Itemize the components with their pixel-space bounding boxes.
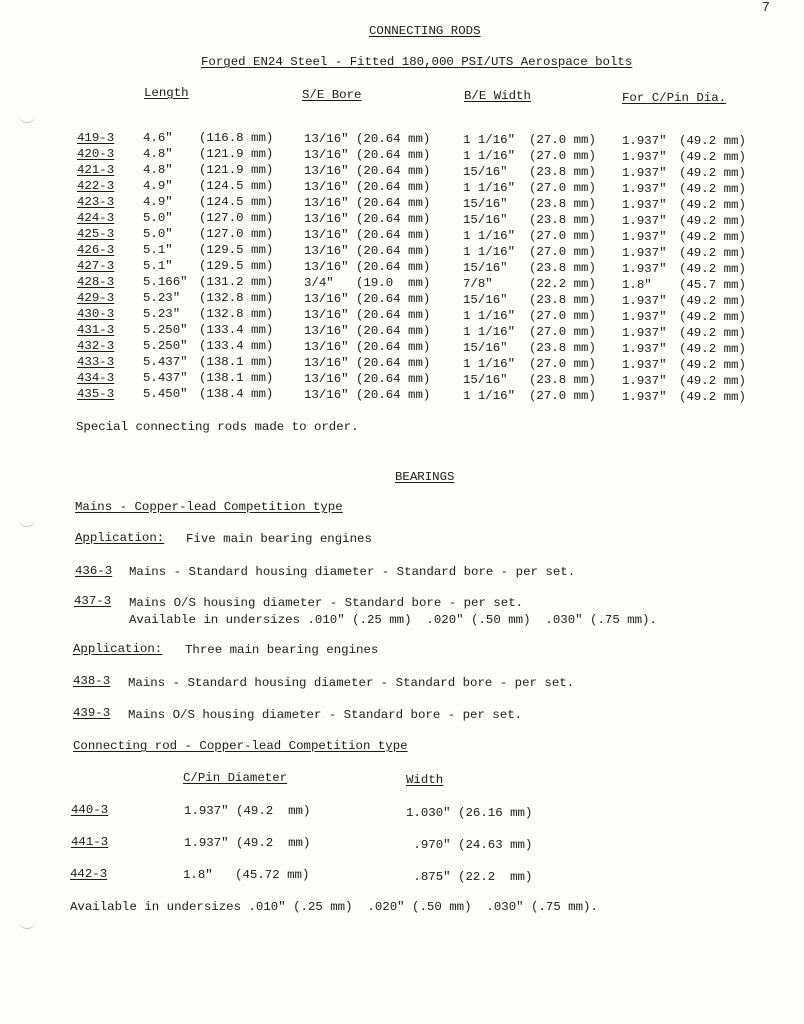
be-width-mm: (27.0 mm) [529, 325, 596, 339]
part-number: 424-3 [77, 211, 115, 225]
width-440: 1.030" (26.16 mm) [406, 806, 533, 820]
length-inches: 4.8" [143, 147, 173, 161]
length-mm: (132.8 mm) [199, 291, 274, 305]
pin-dia-mm: (49.2 mm) [679, 342, 746, 356]
pin-dia-mm: (49.2 mm) [679, 166, 746, 180]
be-width-mm: (27.0 mm) [529, 181, 596, 195]
se-bore-mm: (20.64 mm) [356, 180, 431, 194]
se-bore-inches: 13/16" [304, 212, 349, 226]
pin-diameter-440: 1.937" (49.2 mm) [184, 804, 311, 818]
pin-dia-mm: (49.2 mm) [679, 262, 746, 276]
rods-title: CONNECTING RODS [369, 24, 481, 38]
pin-dia-mm: (49.2 mm) [679, 182, 746, 196]
part-number-436: 436-3 [75, 564, 113, 578]
se-bore-inches: 13/16" [304, 164, 349, 178]
part-number: 429-3 [77, 291, 115, 305]
item-436-description: Mains - Standard housing diameter - Standard bore - per set. [129, 565, 576, 579]
se-bore-mm: (20.64 mm) [356, 148, 431, 162]
punch-hole-mark [18, 918, 36, 929]
part-number: 431-3 [77, 323, 115, 337]
be-width-inches: 15/16" [463, 213, 508, 227]
length-inches: 5.23" [143, 307, 181, 321]
pin-dia-mm: (45.7 mm) [679, 278, 746, 292]
pin-dia-inches: 1.937" [622, 246, 667, 260]
punch-hole-mark [18, 516, 36, 527]
be-width-inches: 1 1/16" [463, 149, 516, 163]
be-width-mm: (27.0 mm) [529, 149, 596, 163]
part-number: 422-3 [77, 179, 115, 193]
se-bore-mm: (20.64 mm) [356, 324, 431, 338]
be-width-mm: (23.8 mm) [529, 293, 596, 307]
pin-dia-mm: (49.2 mm) [679, 390, 746, 404]
pin-dia-inches: 1.937" [622, 358, 667, 372]
item-437-description: Mains O/S housing diameter - Standard bore - per set. [129, 596, 524, 610]
part-number: 435-3 [77, 387, 115, 401]
se-bore-inches: 13/16" [304, 260, 349, 274]
part-number: 433-3 [77, 355, 115, 369]
length-inches: 5.166" [143, 275, 188, 289]
length-inches: 4.9" [143, 195, 173, 209]
pin-diameter-442: 1.8" (45.72 mm) [183, 868, 310, 882]
length-inches: 5.1" [143, 259, 173, 273]
item-437-undersizes: Available in undersizes .010" (.25 mm) .020" (.50 mm) .030" (.75 mm). [129, 613, 657, 627]
pin-dia-inches: 1.937" [622, 214, 667, 228]
se-bore-inches: 3/4" [304, 276, 334, 290]
bearings-title: BEARINGS [395, 470, 455, 484]
se-bore-inches: 13/16" [304, 228, 349, 242]
be-width-inches: 1 1/16" [463, 357, 516, 371]
be-width-inches: 1 1/16" [463, 229, 516, 243]
pin-dia-inches: 1.937" [622, 166, 667, 180]
width-442: .875" (22.2 mm) [406, 870, 533, 884]
pin-dia-inches: 1.937" [622, 342, 667, 356]
se-bore-mm: (20.64 mm) [356, 372, 431, 386]
be-width-inches: 1 1/16" [463, 325, 516, 339]
header-cpin-diameter: C/Pin Diameter [183, 771, 288, 785]
be-width-inches: 1 1/16" [463, 245, 516, 259]
length-mm: (131.2 mm) [199, 275, 274, 289]
se-bore-inches: 13/16" [304, 388, 349, 402]
se-bore-mm: (20.64 mm) [356, 196, 431, 210]
be-width-inches: 1 1/16" [463, 133, 516, 147]
be-width-inches: 1 1/16" [463, 389, 516, 403]
be-width-inches: 15/16" [463, 373, 508, 387]
se-bore-inches: 13/16" [304, 324, 349, 338]
se-bore-mm: (20.64 mm) [356, 292, 431, 306]
length-inches: 5.0" [143, 211, 173, 225]
header-length: Length [144, 86, 189, 100]
part-number: 432-3 [77, 339, 115, 353]
header-pin-dia: For C/Pin Dia. [622, 91, 727, 105]
se-bore-mm: (20.64 mm) [356, 388, 431, 402]
se-bore-mm: (19.0 mm) [356, 276, 431, 290]
part-number: 428-3 [77, 275, 115, 289]
width-441: .970" (24.63 mm) [406, 838, 533, 852]
length-mm: (124.5 mm) [199, 179, 274, 193]
length-mm: (121.9 mm) [199, 163, 274, 177]
length-inches: 5.0" [143, 227, 173, 241]
header-se-bore: S/E Bore [302, 88, 362, 102]
pin-dia-inches: 1.937" [622, 310, 667, 324]
be-width-mm: (27.0 mm) [529, 309, 596, 323]
length-inches: 4.9" [143, 179, 173, 193]
pin-dia-inches: 1.937" [622, 230, 667, 244]
se-bore-inches: 13/16" [304, 356, 349, 370]
length-mm: (132.8 mm) [199, 307, 274, 321]
se-bore-inches: 13/16" [304, 148, 349, 162]
length-mm: (127.0 mm) [199, 227, 274, 241]
length-mm: (133.4 mm) [199, 339, 274, 353]
pin-dia-mm: (49.2 mm) [679, 294, 746, 308]
se-bore-mm: (20.64 mm) [356, 356, 431, 370]
length-inches: 5.250" [143, 323, 188, 337]
length-mm: (138.1 mm) [199, 355, 274, 369]
be-width-inches: 15/16" [463, 341, 508, 355]
be-width-mm: (22.2 mm) [529, 277, 596, 291]
part-number: 426-3 [77, 243, 115, 257]
se-bore-mm: (20.64 mm) [356, 340, 431, 354]
length-inches: 5.437" [143, 355, 188, 369]
length-inches: 5.23" [143, 291, 181, 305]
length-mm: (129.5 mm) [199, 259, 274, 273]
se-bore-mm: (20.64 mm) [356, 164, 431, 178]
part-number: 420-3 [77, 147, 115, 161]
be-width-mm: (23.8 mm) [529, 213, 596, 227]
be-width-mm: (23.8 mm) [529, 341, 596, 355]
application-label: Application: [73, 642, 163, 656]
part-number: 423-3 [77, 195, 115, 209]
be-width-mm: (27.0 mm) [529, 133, 596, 147]
be-width-mm: (27.0 mm) [529, 389, 596, 403]
part-number: 427-3 [77, 259, 115, 273]
be-width-mm: (27.0 mm) [529, 357, 596, 371]
be-width-inches: 15/16" [463, 197, 508, 211]
length-inches: 5.250" [143, 339, 188, 353]
se-bore-inches: 13/16" [304, 340, 349, 354]
se-bore-mm: (20.64 mm) [356, 132, 431, 146]
pin-dia-inches: 1.937" [622, 262, 667, 276]
length-mm: (124.5 mm) [199, 195, 274, 209]
application-five-main: Five main bearing engines [186, 532, 372, 546]
pin-dia-mm: (49.2 mm) [679, 310, 746, 324]
mains-heading: Mains - Copper-lead Competition type [75, 500, 343, 514]
application-label: Application: [75, 531, 165, 545]
be-width-mm: (27.0 mm) [529, 229, 596, 243]
pin-dia-inches: 1.937" [622, 150, 667, 164]
part-number: 419-3 [77, 131, 115, 145]
pin-dia-inches: 1.8" [622, 278, 652, 292]
length-mm: (133.4 mm) [199, 323, 274, 337]
pin-dia-inches: 1.937" [622, 198, 667, 212]
part-number-438: 438-3 [73, 674, 111, 688]
application-three-main: Three main bearing engines [185, 643, 379, 657]
conrod-bearing-heading: Connecting rod - Copper-lead Competition type [73, 739, 408, 753]
length-inches: 4.6" [143, 131, 173, 145]
se-bore-mm: (20.64 mm) [356, 228, 431, 242]
length-mm: (121.9 mm) [199, 147, 274, 161]
part-number-441: 441-3 [71, 835, 109, 849]
part-number-437: 437-3 [74, 594, 112, 608]
item-439-description: Mains O/S housing diameter - Standard bore - per set. [128, 708, 523, 722]
se-bore-inches: 13/16" [304, 132, 349, 146]
pin-dia-inches: 1.937" [622, 374, 667, 388]
be-width-inches: 15/16" [463, 261, 508, 275]
length-inches: 5.450" [143, 387, 188, 401]
pin-dia-mm: (49.2 mm) [679, 230, 746, 244]
se-bore-mm: (20.64 mm) [356, 244, 431, 258]
part-number: 421-3 [77, 163, 115, 177]
pin-dia-inches: 1.937" [622, 390, 667, 404]
page-mark: 7 [761, 0, 770, 16]
be-width-mm: (23.8 mm) [529, 197, 596, 211]
length-mm: (127.0 mm) [199, 211, 274, 225]
length-mm: (129.5 mm) [199, 243, 274, 257]
se-bore-inches: 13/16" [304, 180, 349, 194]
length-inches: 5.1" [143, 243, 173, 257]
se-bore-inches: 13/16" [304, 244, 349, 258]
be-width-mm: (27.0 mm) [529, 245, 596, 259]
length-mm: (138.1 mm) [199, 371, 274, 385]
pin-dia-inches: 1.937" [622, 182, 667, 196]
length-mm: (138.4 mm) [199, 387, 274, 401]
pin-dia-inches: 1.937" [622, 294, 667, 308]
length-mm: (116.8 mm) [199, 131, 274, 145]
be-width-mm: (23.8 mm) [529, 165, 596, 179]
se-bore-inches: 13/16" [304, 292, 349, 306]
be-width-inches: 15/16" [463, 165, 508, 179]
length-inches: 5.437" [143, 371, 188, 385]
pin-dia-mm: (49.2 mm) [679, 374, 746, 388]
pin-dia-inches: 1.937" [622, 326, 667, 340]
be-width-inches: 15/16" [463, 293, 508, 307]
se-bore-mm: (20.64 mm) [356, 212, 431, 226]
se-bore-mm: (20.64 mm) [356, 260, 431, 274]
se-bore-inches: 13/16" [304, 308, 349, 322]
pin-dia-mm: (49.2 mm) [679, 326, 746, 340]
pin-dia-mm: (49.2 mm) [679, 198, 746, 212]
pin-diameter-441: 1.937" (49.2 mm) [184, 836, 311, 850]
pin-dia-mm: (49.2 mm) [679, 214, 746, 228]
punch-hole-mark [18, 112, 36, 123]
be-width-mm: (23.8 mm) [529, 261, 596, 275]
pin-dia-mm: (49.2 mm) [679, 246, 746, 260]
be-width-mm: (23.8 mm) [529, 373, 596, 387]
pin-dia-mm: (49.2 mm) [679, 134, 746, 148]
special-rods-note: Special connecting rods made to order. [76, 420, 359, 434]
pin-dia-mm: (49.2 mm) [679, 150, 746, 164]
part-number: 425-3 [77, 227, 115, 241]
se-bore-inches: 13/16" [304, 372, 349, 386]
length-inches: 4.8" [143, 163, 173, 177]
pin-dia-inches: 1.937" [622, 134, 667, 148]
rods-subtitle: Forged EN24 Steel - Fitted 180,000 PSI/UTS Aerospace bolts [201, 55, 633, 69]
item-438-description: Mains - Standard housing diameter - Standard bore - per set. [128, 676, 575, 690]
part-number: 430-3 [77, 307, 115, 321]
be-width-inches: 1 1/16" [463, 181, 516, 195]
undersizes-footer: Available in undersizes .010" (.25 mm) .020" (.50 mm) .030" (.75 mm). [70, 900, 598, 914]
se-bore-inches: 13/16" [304, 196, 349, 210]
part-number-440: 440-3 [71, 803, 109, 817]
be-width-inches: 7/8" [463, 277, 493, 291]
header-width: Width [406, 773, 444, 787]
be-width-inches: 1 1/16" [463, 309, 516, 323]
part-number: 434-3 [77, 371, 115, 385]
pin-dia-mm: (49.2 mm) [679, 358, 746, 372]
header-be-width: B/E Width [464, 89, 531, 103]
part-number-442: 442-3 [70, 867, 108, 881]
part-number-439: 439-3 [73, 706, 111, 720]
se-bore-mm: (20.64 mm) [356, 308, 431, 322]
